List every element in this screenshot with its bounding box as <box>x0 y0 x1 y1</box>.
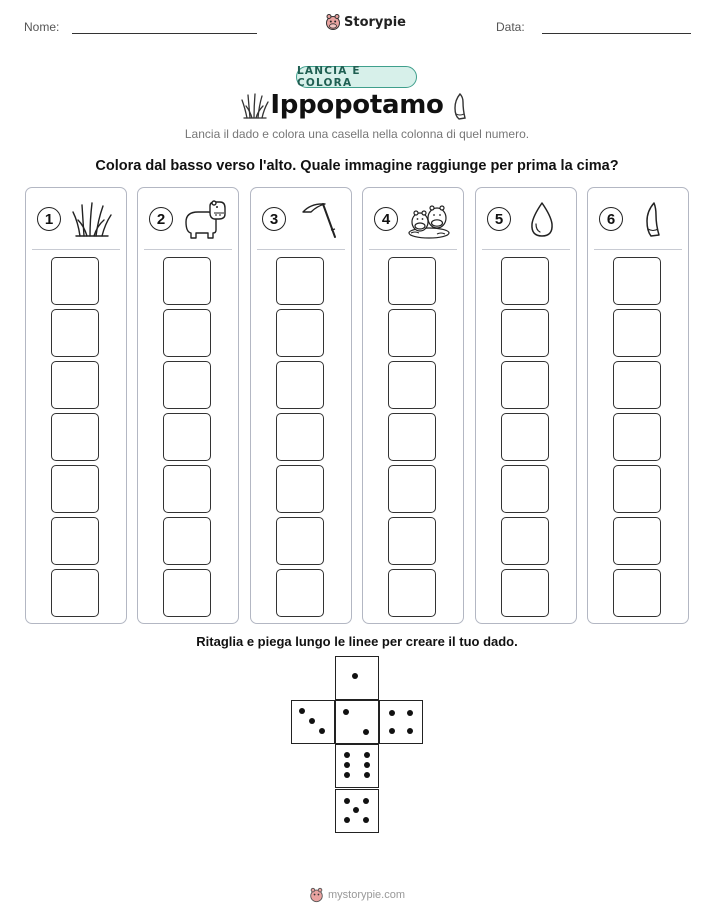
die-pip <box>344 762 350 768</box>
color-cell[interactable] <box>276 465 324 513</box>
color-cell[interactable] <box>276 517 324 565</box>
column-divider <box>369 249 457 250</box>
column-5 <box>475 187 577 624</box>
column-divider <box>257 249 345 250</box>
color-cell[interactable] <box>51 517 99 565</box>
column-divider <box>144 249 232 250</box>
column-divider <box>32 249 120 250</box>
color-cell[interactable] <box>501 309 549 357</box>
hippo-mascot-icon <box>325 13 341 31</box>
die-pip <box>344 752 350 758</box>
column-1 <box>25 187 127 624</box>
die-face-5 <box>335 789 379 833</box>
tusk-icon <box>450 92 468 122</box>
footer <box>0 887 714 903</box>
die-pip <box>343 709 349 715</box>
hippo-mascot-icon <box>309 887 324 903</box>
name-line <box>72 33 257 34</box>
die-face-3 <box>291 700 335 744</box>
color-cell[interactable] <box>613 361 661 409</box>
column-divider <box>594 249 682 250</box>
color-cell[interactable] <box>51 309 99 357</box>
color-cell[interactable] <box>613 413 661 461</box>
activity-badge: LANCIA E COLORA <box>296 66 417 88</box>
column-header <box>363 188 463 250</box>
color-cell[interactable] <box>51 413 99 461</box>
die-pip <box>344 798 350 804</box>
color-cell[interactable] <box>388 569 436 617</box>
color-cell[interactable] <box>276 257 324 305</box>
color-cell[interactable] <box>51 569 99 617</box>
color-cell[interactable] <box>613 517 661 565</box>
color-cell[interactable] <box>388 309 436 357</box>
column-header <box>588 188 688 250</box>
color-cell[interactable] <box>163 309 211 357</box>
column-number: 5 <box>487 207 511 231</box>
color-cell[interactable] <box>388 517 436 565</box>
date-line <box>542 33 691 34</box>
color-cell[interactable] <box>276 309 324 357</box>
column-3 <box>250 187 352 624</box>
die-pip <box>299 708 305 714</box>
hippo-family-icon <box>407 200 451 240</box>
die-pip <box>363 729 369 735</box>
color-cell[interactable] <box>163 465 211 513</box>
die-pip <box>407 710 413 716</box>
die-pip <box>344 772 350 778</box>
die-face-2 <box>335 700 379 744</box>
column-number: 4 <box>374 207 398 231</box>
color-cell[interactable] <box>501 361 549 409</box>
color-cell[interactable] <box>501 257 549 305</box>
column-6 <box>587 187 689 624</box>
color-cell[interactable] <box>163 517 211 565</box>
scythe-icon <box>295 200 339 240</box>
die-pip <box>407 728 413 734</box>
color-cell[interactable] <box>613 257 661 305</box>
color-cell[interactable] <box>388 465 436 513</box>
die-pip <box>363 798 369 804</box>
column-number: 2 <box>149 207 173 231</box>
color-cell[interactable] <box>501 569 549 617</box>
die-pip <box>353 807 359 813</box>
page-title: Ippopotamo <box>270 90 444 120</box>
color-cell[interactable] <box>276 413 324 461</box>
column-2 <box>137 187 239 624</box>
color-cell[interactable] <box>51 361 99 409</box>
instruction: Colora dal basso verso l'alto. Quale immagine raggiunge per prima la cima? <box>95 158 619 174</box>
hippo-icon <box>182 200 226 240</box>
name-label: Nome: <box>24 20 60 34</box>
color-cell[interactable] <box>613 569 661 617</box>
die-pip <box>389 710 395 716</box>
color-cell[interactable] <box>501 517 549 565</box>
die-pip <box>309 718 315 724</box>
brand-name: Storypie <box>344 14 406 30</box>
column-4 <box>362 187 464 624</box>
column-number: 1 <box>37 207 61 231</box>
cut-instruction: Ritaglia e piega lungo le linee per creare il tuo dado. <box>196 634 518 649</box>
color-cell[interactable] <box>276 569 324 617</box>
color-cell[interactable] <box>388 361 436 409</box>
column-header <box>251 188 351 250</box>
subtitle: Lancia il dado e colora una casella nella colonna di quel numero. <box>184 127 530 141</box>
color-cell[interactable] <box>388 413 436 461</box>
water-drop-icon <box>520 200 564 240</box>
die-face-6 <box>335 744 379 788</box>
footer-url[interactable]: mystorypie.com <box>327 889 406 901</box>
column-number: 6 <box>599 207 623 231</box>
die-pip <box>344 817 350 823</box>
die-pip <box>389 728 395 734</box>
die-pip <box>364 762 370 768</box>
die-pip <box>363 817 369 823</box>
color-cell[interactable] <box>51 257 99 305</box>
tusk-icon <box>632 200 676 240</box>
color-cell[interactable] <box>501 413 549 461</box>
color-cell[interactable] <box>388 257 436 305</box>
column-header <box>138 188 238 250</box>
color-cell[interactable] <box>51 465 99 513</box>
column-divider <box>482 249 570 250</box>
color-cell[interactable] <box>613 465 661 513</box>
die-pip <box>364 772 370 778</box>
die-pip <box>352 673 358 679</box>
column-header <box>26 188 126 250</box>
date-label: Data: <box>496 20 525 34</box>
die-face-4 <box>379 700 423 744</box>
color-cell[interactable] <box>613 309 661 357</box>
brand-logo <box>325 13 406 31</box>
color-cell[interactable] <box>501 465 549 513</box>
color-cell[interactable] <box>163 361 211 409</box>
grass-icon <box>70 200 114 240</box>
color-cell[interactable] <box>163 413 211 461</box>
color-cell[interactable] <box>163 257 211 305</box>
color-cell[interactable] <box>276 361 324 409</box>
die-pip <box>364 752 370 758</box>
die-pip <box>319 728 325 734</box>
color-cell[interactable] <box>163 569 211 617</box>
die-face-1 <box>335 656 379 700</box>
column-number: 3 <box>262 207 286 231</box>
column-header <box>476 188 576 250</box>
